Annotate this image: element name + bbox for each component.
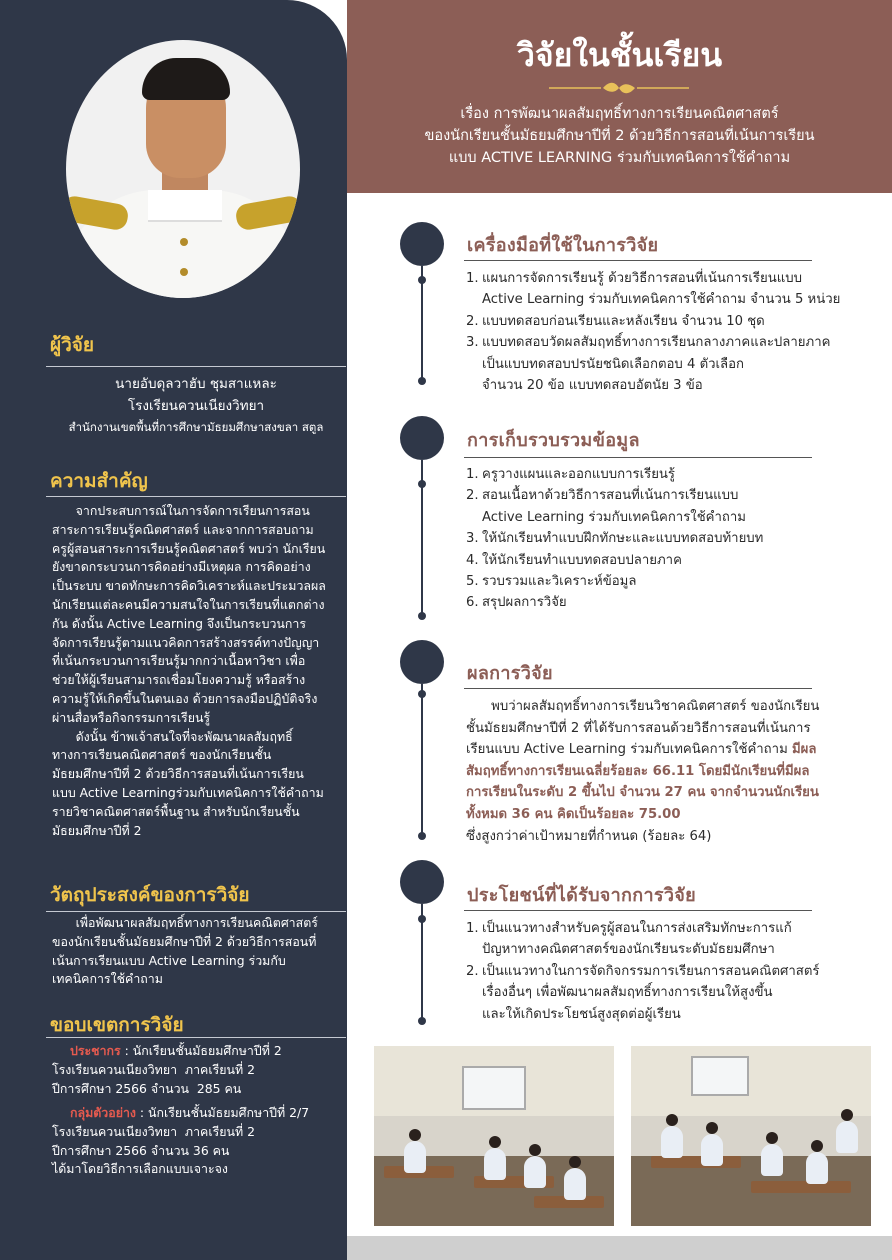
subtitle-line: แบบ ACTIVE LEARNING ร่วมกับเทคนิคการใช้คำถาม [448,150,791,166]
item-number: 5. [466,574,479,590]
timeline-small-dot [418,612,426,620]
list-item [466,961,819,1025]
timeline-small-dot [418,832,426,840]
importance-heading: ความสำคัญ [50,470,148,492]
item-number: 2. [466,313,479,329]
collection-heading: การเก็บรวบรวมข้อมูล [467,430,640,451]
timeline-small-dot [418,915,426,923]
importance-line: สาระการเรียนรู้คณิตศาสตร์ และจากการสอบถาม [52,521,314,537]
item-text: เป็นแนวทางในการจัดกิจกรรมการเรียนการสอนคณิตศาสตร์ [482,963,820,979]
results-text: เรียนแบบ Active Learning ร่วมกับเทคนิคการใช้คำถาม [466,742,792,758]
objective-heading: วัตถุประสงค์ของการวิจัย [50,884,250,906]
divider [464,910,812,911]
divider [464,688,812,689]
importance-line: จัดการเรียนรู้ตามแนวคิดการสร้างสรรค์ทางปัญญา [52,634,320,650]
sample-line: : นักเรียนชั้นมัธยมศึกษาปีที่ 2/7 [135,1105,310,1120]
item-number: 4. [466,552,479,568]
item-text: สอนเนื้อหาด้วยวิธีการสอนที่เน้นการเรียนแบบ [482,488,739,504]
results-paragraph [466,696,866,847]
item-number: 2. [466,963,479,979]
scope-sample [52,1104,342,1179]
item-text: ให้นักเรียนทำแบบฝึกทักษะและแบบทดสอบท้ายบท [482,531,764,547]
results-highlight: สัมฤทธิ์ทางการเรียนเฉลี่ยร้อยละ 66.11 โดยมีนักเรียนที่มีผล [466,763,810,779]
item-text-continued: และให้เกิดประโยชน์สูงสุดต่อผู้เรียน [482,1006,681,1022]
importance-line: ความรู้ให้เกิดขึ้นในตนเอง ด้วยการลงมือปฏิบัติจริง [52,690,318,706]
importance-line: มัธยมศึกษาปีที่ 2 ด้วยวิธีการสอนที่เน้นการเรียน [52,766,304,782]
timeline-small-dot [418,690,426,698]
item-number: 1. [466,467,479,482]
importance-line: กัน ดังนั้น Active Learning จึงเป็นกระบวนการ [52,615,306,631]
importance-line: จากประสบการณ์ในการจัดการเรียนการสอน [52,503,310,518]
results-heading: ผลการวิจัย [467,663,553,684]
item-text-continued: ปัญหาทางคณิตศาสตร์ของนักเรียนระดับมัธยมศึกษา [482,942,775,958]
importance-line: ทางการเรียนคณิตศาสตร์ ของนักเรียนชั้น [52,747,272,763]
divider [464,457,812,458]
timeline-small-dot [418,377,426,385]
timeline-small-dot [418,480,426,488]
sample-label: กลุ่มตัวอย่าง [70,1105,136,1120]
objective-paragraph [52,914,342,989]
list-item [466,528,763,549]
list-item [466,311,840,332]
scope-heading: ขอบเขตการวิจัย [50,1014,184,1036]
header-banner [347,0,892,193]
population-line: โรงเรียนควนเนียงวิทยา ภาคเรียนที่ 2 [52,1061,255,1077]
item-number: 2. [466,488,479,504]
importance-line: รายวิชาคณิตศาสตร์พื้นฐาน สำหรับนักเรียนชั้น [52,803,300,819]
item-number: 6. [466,595,479,611]
benefits-heading: ประโยชน์ที่ได้รับจากการวิจัย [467,885,696,906]
list-item [466,918,819,961]
list-item [466,592,763,613]
item-text: สรุปผลการวิจัย [482,595,567,611]
list-item [466,550,763,571]
population-label: ประชากร [70,1043,121,1058]
importance-paragraph [52,502,342,840]
item-text-continued: Active Learning ร่วมกับเทคนิคการใช้คำถาม [482,509,746,525]
list-item [466,571,763,592]
population-line: ปีการศึกษา 2566 จำนวน 285 คน [52,1080,242,1096]
importance-line: ยังขาดกระบวนการคิดอย่างมีเหตุผล การคิดอย่าง [52,559,311,575]
results-text: ชั้นมัธยมศึกษาปีที่ 2 ที่ได้รับการสอนด้วยวิธีการสอนที่เน้นการ [466,720,811,736]
divider [46,366,346,367]
sample-line: ได้มาโดยวิธีการเลือกแบบเจาะจง [52,1161,228,1177]
researcher-photo [66,40,300,298]
importance-line: นักเรียนแต่ละคนมีความสนใจในการเรียนที่แตกต่าง [52,596,325,612]
timeline-line [421,684,423,836]
researcher-office: สำนักงานเขตพื้นที่การศึกษามัธยมศึกษาสงขลา สตูล [68,420,324,434]
importance-line: ดังนั้น ข้าพเจ้าสนใจที่จะพัฒนาผลสัมฤทธิ์ [52,728,293,744]
item-number: 3. [466,335,479,351]
objective-line: เพื่อพัฒนาผลสัมฤทธิ์ทางการเรียนคณิตศาสตร์ [52,915,318,930]
item-text-continued: เป็นแบบทดสอบปรนัยชนิดเลือกตอบ 4 ตัวเลือก [482,356,745,372]
timeline-small-dot [418,276,426,284]
importance-line: ครูผู้สอนสาระการเรียนรู้คณิตศาสตร์ พบว่า นักเรียน [52,540,326,556]
divider [46,1037,346,1038]
timeline-dot [400,416,444,460]
results-text: ซึ่งสูงกว่าค่าเป้าหมายที่กำหนด (ร้อยละ 64) [466,828,712,844]
list-item [466,332,840,396]
objective-line: ของนักเรียนชั้นมัธยมศึกษาปีที่ 2 ด้วยวิธีการสอนที่ [52,933,317,949]
researcher-name: นายอับดุลวาฮับ ชุมสาแหละ [115,376,277,392]
subtitle-line: ของนักเรียนชั้นมัธยมศึกษาปีที่ 2 ด้วยวิธีการสอนที่เน้นการเรียน [424,128,815,144]
divider [464,260,812,261]
importance-line: เป็นระบบ ขาดทักษะการคิดวิเคราะห์และประมวลผล [52,578,326,594]
population-rest [52,1061,342,1099]
list-item [466,464,763,485]
importance-line: ช่วยให้ผู้เรียนสามารถเชื่อมโยงความรู้ หรือสร้าง [52,672,306,688]
research-subtitle [357,103,882,169]
item-number: 3. [466,531,479,547]
importance-line: แบบ Active Learningร่วมกับเทคนิคการใช้คำถาม [52,784,324,800]
benefits-list [466,918,819,1025]
tools-heading: เครื่องมือที่ใช้ในการวิจัย [467,235,659,256]
scope-population [52,1042,342,1098]
timeline-dot [400,222,444,266]
timeline-dot [400,640,444,684]
subtitle-line: เรื่อง การพัฒนาผลสัมฤทธิ์ทางการเรียนคณิตศาสตร์ [460,106,779,122]
divider [46,496,346,497]
results-highlight: ทั้งหมด 36 คน คิดเป็นร้อยละ 75.00 [466,806,681,822]
item-number: 1. [466,921,479,936]
item-text-continued: จำนวน 20 ข้อ แบบทดสอบอัตนัย 3 ข้อ [482,378,703,394]
importance-line: มัธยมศึกษาปีที่ 2 [52,822,142,838]
item-text: เป็นแนวทางสำหรับครูผู้สอนในการส่งเสริมทักษะการแก้ [482,921,792,936]
researcher-school: โรงเรียนควนเนียงวิทยา [127,398,265,414]
item-text: แผนการจัดการเรียนรู้ ด้วยวิธีการสอนที่เน้นการเรียนแบบ [482,271,802,286]
objective-line: เทคนิคการใช้คำถาม [52,971,163,987]
results-highlight: มีผล [791,742,817,758]
results-highlight: การเรียนในระดับ 2 ขึ้นไป จำนวน 27 คน จากจำนวนนักเรียน [466,785,819,801]
item-text-continued: เรื่องอื่นๆ เพื่อพัฒนาผลสัมฤทธิ์ทางการเรียนให้สูงขึ้น [482,985,773,1001]
footer-bar [347,1236,892,1260]
researcher-heading: ผู้วิจัย [50,334,95,356]
list-item [466,268,840,311]
classroom-photo-1 [374,1046,614,1226]
item-number: 1. [466,271,479,286]
item-text: รวบรวมและวิเคราะห์ข้อมูล [482,574,637,590]
list-item [466,485,763,528]
collection-list [466,464,763,614]
sample-line: โรงเรียนควนเนียงวิทยา ภาคเรียนที่ 2 [52,1123,255,1139]
population-line: : นักเรียนชั้นมัธยมศึกษาปีที่ 2 [120,1043,282,1058]
timeline-small-dot [418,1017,426,1025]
item-text: ครูวางแผนและออกแบบการเรียนรู้ [482,467,676,482]
classroom-photo-2 [631,1046,871,1226]
item-text: ให้นักเรียนทำแบบทดสอบปลายภาค [482,552,682,568]
item-text-continued: Active Learning ร่วมกับเทคนิคการใช้คำถาม จำนวน 5 หน่วย [482,292,841,308]
tools-list [466,268,840,396]
item-text: แบบทดสอบวัดผลสัมฤทธิ์ทางการเรียนกลางภาคและปลายภาค [482,335,831,351]
sample-line: ปีการศึกษา 2566 จำนวน 36 คน [52,1142,230,1158]
timeline-dot [400,860,444,904]
divider [46,911,346,912]
gold-ornament-icon [549,80,689,96]
results-text: พบว่าผลสัมฤทธิ์ทางการเรียนวิชาคณิตศาสตร์ ของนักเรียน [466,699,820,714]
item-text: แบบทดสอบก่อนเรียนและหลังเรียน จำนวน 10 ชุด [482,313,765,329]
objective-line: เน้นการเรียนแบบ Active Learning ร่วมกับ [52,952,286,968]
importance-line: ที่เน้นกระบวนการเรียนรู้มากกว่าเนื้อหาวิชา เพื่อ [52,653,306,669]
importance-line: ผ่านสื่อหรือกิจกรรมการเรียนรู้ [52,709,211,725]
sample-rest [52,1123,342,1179]
page-title: วิจัยในชั้นเรียน [516,36,723,74]
